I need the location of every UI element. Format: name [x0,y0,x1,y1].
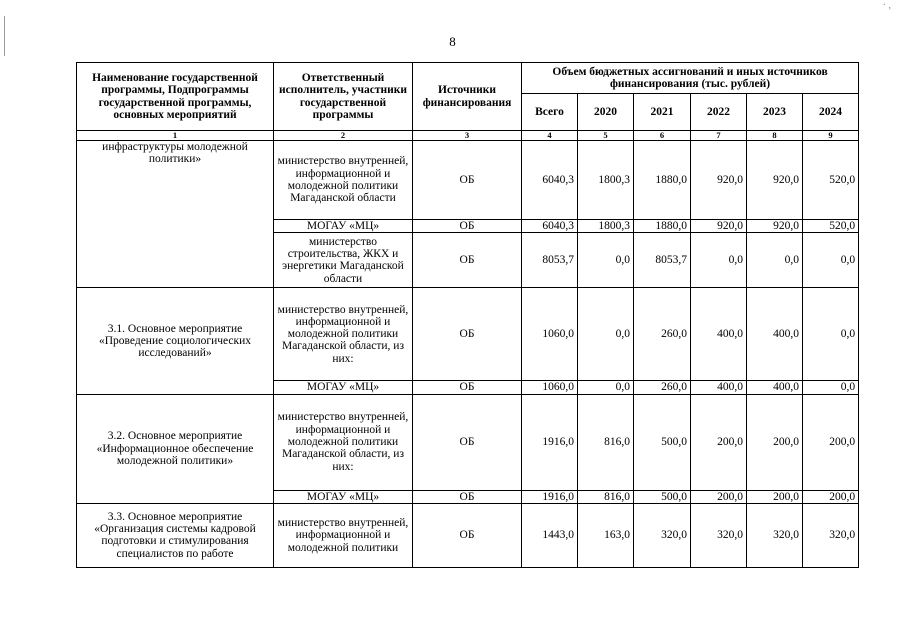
executor-cell: министерство внутренней, информационной и молодежной политики [274,503,413,567]
executor-cell: министерство внутренней, информационной и молодежной политики Магаданской области [274,141,413,220]
table-row [77,141,859,220]
source-cell: ОБ [413,381,522,394]
source-cell: ОБ [413,503,522,567]
value-cell: 0,0 [747,233,803,288]
page-number: 8 [449,34,456,49]
source-cell: ОБ [413,141,522,220]
value-cell: 816,0 [578,394,634,490]
value-cell: 1916,0 [522,490,578,503]
value-cell: 1060,0 [522,381,578,394]
value-cell: 200,0 [747,394,803,490]
value-cell: 1060,0 [522,288,578,381]
value-cell: 320,0 [691,503,747,567]
corner-mark: · , [882,0,891,11]
value-cell: 0,0 [803,233,859,288]
value-cell: 920,0 [691,141,747,220]
value-cell: 400,0 [691,381,747,394]
value-cell: 260,0 [634,288,691,381]
value-cell: 0,0 [578,381,634,394]
value-cell: 920,0 [747,220,803,233]
executor-cell: МОГАУ «МЦ» [274,220,413,233]
value-cell: 500,0 [634,490,691,503]
value-cell: 920,0 [747,141,803,220]
value-cell: 1800,3 [578,141,634,220]
value-cell: 1443,0 [522,503,578,567]
value-cell: 1880,0 [634,220,691,233]
column-index: 6 [634,131,691,141]
value-cell: 920,0 [691,220,747,233]
value-cell: 200,0 [747,490,803,503]
source-cell: ОБ [413,233,522,288]
column-index: 8 [747,131,803,141]
value-cell: 0,0 [803,381,859,394]
value-cell: 500,0 [634,394,691,490]
executor-cell: МОГАУ «МЦ» [274,381,413,394]
value-cell: 8053,7 [634,233,691,288]
column-index: 7 [691,131,747,141]
header-budget-group: Объем бюджетных ассигнований и иных источников финансирования (тыс. рублей) [522,63,859,94]
table-row [77,394,859,490]
financing-table [76,62,859,568]
value-cell: 6040,3 [522,220,578,233]
value-cell: 400,0 [747,381,803,394]
value-cell: 0,0 [691,233,747,288]
value-cell: 320,0 [803,503,859,567]
value-cell: 400,0 [747,288,803,381]
value-cell: 520,0 [803,220,859,233]
source-cell: ОБ [413,490,522,503]
measure-name-cell: 3.2. Основное мероприятие «Информационное обеспечение молодежной политики» [77,394,274,503]
value-cell: 260,0 [634,381,691,394]
executor-cell: МОГАУ «МЦ» [274,490,413,503]
column-index: 1 [77,131,274,141]
header-year-2020: 2020 [578,94,634,131]
column-index: 2 [274,131,413,141]
value-cell: 320,0 [747,503,803,567]
value-cell: 200,0 [803,490,859,503]
table-row [77,503,859,567]
header-source: Источники финансирования [413,63,522,131]
value-cell: 200,0 [803,394,859,490]
column-index: 3 [413,131,522,141]
value-cell: 816,0 [578,490,634,503]
executor-cell: министерство внутренней, информационной и молодежной политики Магаданской области, из них: [274,394,413,490]
header-year-2021: 2021 [634,94,691,131]
value-cell: 320,0 [634,503,691,567]
column-index: 9 [803,131,859,141]
column-index: 4 [522,131,578,141]
source-cell: ОБ [413,220,522,233]
header-year-total: Всего [522,94,578,131]
value-cell: 1880,0 [634,141,691,220]
header-name: Наименование государственной программы, Подпрограммы государственной программы, основных мероприятий [77,63,274,131]
value-cell: 200,0 [691,394,747,490]
measure-name-cell: 3.1. Основное мероприятие «Проведение социологических исследований» [77,288,274,394]
source-cell: ОБ [413,288,522,381]
source-cell: ОБ [413,394,522,490]
header-year-2024: 2024 [803,94,859,131]
value-cell: 6040,3 [522,141,578,220]
value-cell: 0,0 [578,233,634,288]
value-cell: 200,0 [691,490,747,503]
executor-cell: министерство внутренней, информационной и молодежной политики Магаданской области, из них: [274,288,413,381]
header-year-2022: 2022 [691,94,747,131]
header-executor: Ответственный исполнитель, участники государственной программы [274,63,413,131]
header-year-2023: 2023 [747,94,803,131]
value-cell: 8053,7 [522,233,578,288]
measure-name-cell: инфраструктуры молодежной политики» [77,141,274,288]
executor-cell: министерство строительства, ЖКХ и энергетики Магаданской области [274,233,413,288]
value-cell: 520,0 [803,141,859,220]
value-cell: 0,0 [578,288,634,381]
measure-name-cell: 3.3. Основное мероприятие «Организация системы кадровой подготовки и стимулирования специалистов по работе [77,503,274,567]
value-cell: 0,0 [803,288,859,381]
value-cell: 1916,0 [522,394,578,490]
value-cell: 400,0 [691,288,747,381]
value-cell: 1800,3 [578,220,634,233]
value-cell: 163,0 [578,503,634,567]
column-index: 5 [578,131,634,141]
table-row [77,288,859,381]
